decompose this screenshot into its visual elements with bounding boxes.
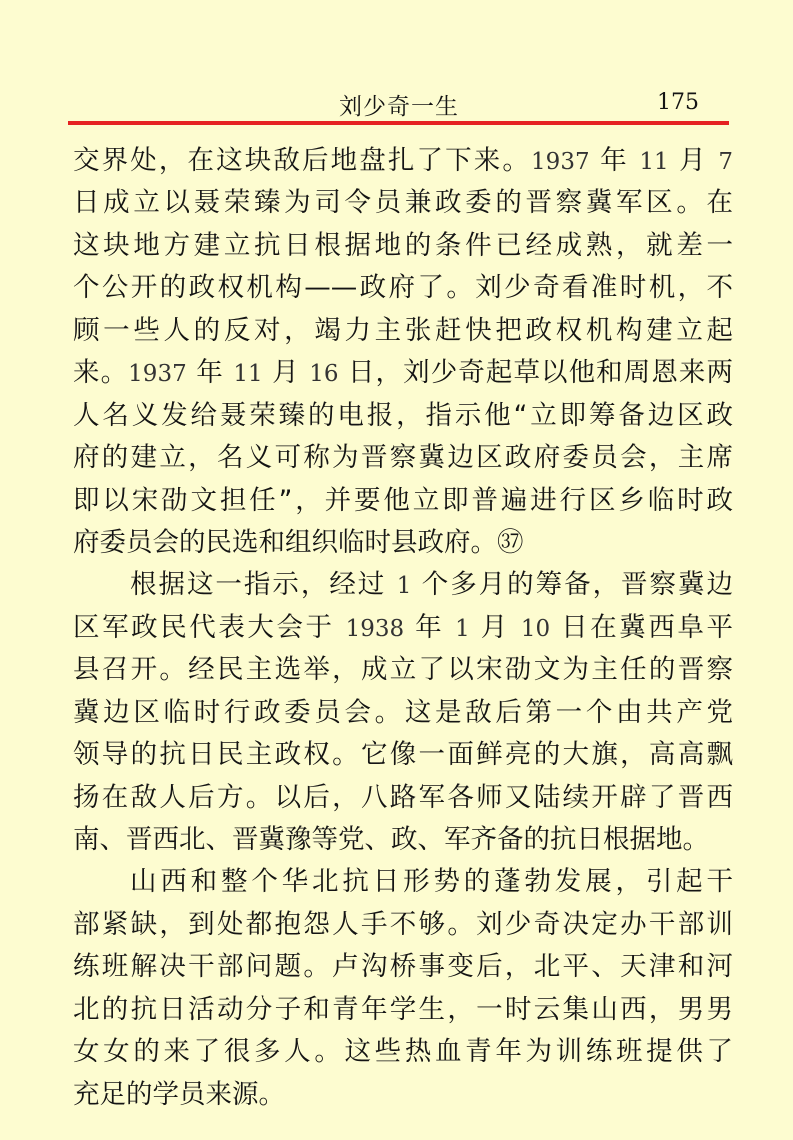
text-line: 交界处，在这块敌后地盘扎了下来。1937 年 11 月 7 — [73, 145, 733, 176]
text-line: 即以宋劭文担任”，并要他立即普遍进行区乡临时政 — [73, 484, 733, 516]
text-line: 个公开的政权机构——政府了。刘少奇看准时机，不 — [73, 272, 733, 304]
text-line: 县召开。经民主选举，成立了以宋劭文为主任的晋察 — [73, 654, 733, 686]
page-number: 175 — [657, 90, 699, 115]
page-header — [68, 84, 729, 124]
paragraph — [73, 861, 733, 1116]
text-line: 练班解决干部问题。卢沟桥事变后，北平、天津和河 — [73, 951, 733, 983]
text-line: 府的建立，名义可称为晋察冀边区政府委员会，主席 — [73, 442, 733, 474]
paragraph — [73, 564, 733, 861]
text-line: 冀边区临时行政委员会。这是敌后第一个由共产党 — [73, 696, 733, 728]
text-line: 领导的抗日民主政权。它像一面鲜亮的大旗，高高飘 — [73, 739, 733, 771]
text-line: 扬在敌人后方。以后，八路军各师又陆续开辟了晋西 — [73, 781, 733, 813]
header-rule — [68, 121, 729, 125]
text-line: 女女的来了很多人。这些热血青年为训练班提供了 — [73, 1036, 733, 1068]
text-line: 根据这一指示，经过 1 个多月的筹备，晋察冀边 — [130, 569, 733, 601]
text-line: 府委员会的民选和组织临时县政府。㊲ — [73, 526, 524, 558]
text-line: 北的抗日活动分子和青年学生，一时云集山西，男男 — [73, 993, 733, 1025]
text-line: 区军政民代表大会于 1938 年 1 月 10 日在冀西阜平 — [73, 611, 733, 643]
text-line: 人名义发给聂荣臻的电报，指示他“立即筹备边区政 — [73, 399, 733, 431]
paragraph — [73, 140, 733, 564]
text-line: 顾一些人的反对，竭力主张赶快把政权机构建立起 — [73, 314, 733, 346]
text-line: 充足的学员来源。 — [73, 1078, 285, 1110]
running-title: 刘少奇一生 — [339, 94, 459, 120]
text-line: 来。1937 年 11 月 16 日，刘少奇起草以他和周恩来两 — [73, 357, 733, 389]
text-line: 山西和整个华北抗日形势的蓬勃发展，引起干 — [130, 866, 733, 898]
text-line: 日成立以聂荣臻为司令员兼政委的晋察冀军区。在 — [73, 187, 733, 219]
text-line: 部紧缺，到处都抱怨人手不够。刘少奇决定办干部训 — [73, 908, 733, 940]
text-line: 南、晋西北、晋冀豫等党、政、军齐备的抗日根据地。 — [73, 824, 709, 855]
text-line: 这块地方建立抗日根据地的条件已经成熟，就差一 — [73, 229, 733, 261]
body-text — [73, 140, 733, 1116]
